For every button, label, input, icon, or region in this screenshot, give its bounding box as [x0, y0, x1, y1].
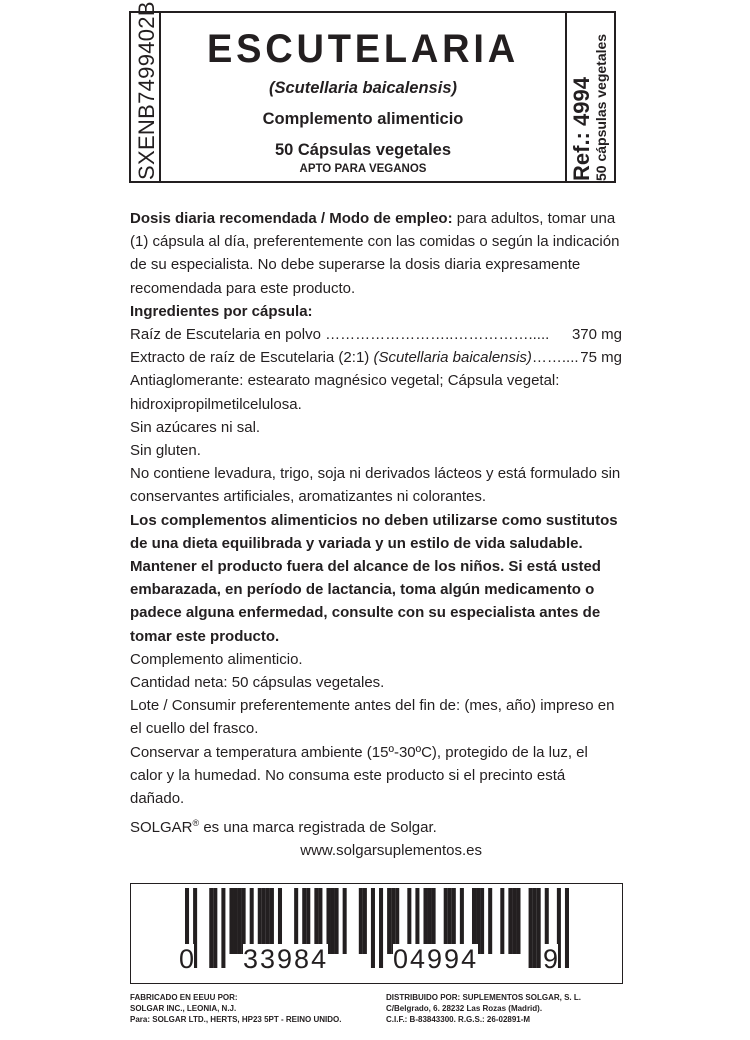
note-line: Sin gluten.: [130, 442, 201, 460]
excipients-text: Antiaglomerante: estearato magnésico vegetal; Cápsula vegetal: hidroxipropilmetilcelulosa.: [130, 372, 560, 413]
product-title: ESCUTELARIA: [206, 27, 520, 71]
barcode-bar: [537, 888, 541, 968]
manufacturer-line: Para: SOLGAR LTD., HERTS, HP23 5PT - REINO UNIDO.: [130, 1015, 342, 1024]
barcode-bar: [229, 888, 233, 954]
ingredient-amount: 75 mg: [580, 349, 622, 367]
barcode-bar: [488, 888, 492, 954]
ingredient-latin: (Scutellaria baicalensis): [373, 349, 532, 367]
distributor-line: DISTRIBUIDO POR: SUPLEMENTOS SOLGAR, S. L.: [386, 993, 581, 1002]
barcode-bar: [529, 888, 533, 968]
barcode-bar: [500, 888, 504, 954]
note-line: No contiene levadura, trigo, soja ni derivados lácteos y está formulado sin conservantes artificiales, aromatizantes ni colorantes.: [130, 465, 621, 506]
barcode-bar: [387, 888, 391, 954]
barcode-bar: [533, 888, 537, 968]
barcode-bar: [565, 888, 569, 968]
barcode-bar: [512, 888, 516, 954]
info-line: Cantidad neta: 50 cápsulas vegetales.: [130, 674, 385, 692]
distributor-line: C.I.F.: B-83843300. R.G.S.: 26-02891-M: [386, 1015, 531, 1024]
barcode-digit-left: 0: [179, 944, 195, 974]
barcode-bar: [213, 888, 217, 968]
barcode-bar: [238, 888, 242, 954]
code-column: [131, 1, 161, 181]
ingredient-name: Extracto de raíz de Escutelaria (2:1): [130, 349, 374, 367]
barcode-bar: [331, 888, 335, 954]
ingredient-amount: 370 mg: [571, 326, 622, 344]
barcode-bar: [371, 888, 375, 968]
product-code: SXENB7499402B: [134, 1, 159, 180]
barcode-bar: [516, 888, 520, 954]
barcode-digit-right: 9: [543, 944, 559, 974]
barcode-bar: [209, 888, 213, 968]
header-center: [161, 13, 565, 181]
manufacturer-line: SOLGAR INC., LEONIA, N.J.: [130, 1004, 237, 1013]
latin-name: (Scutellaria baicalensis): [268, 79, 457, 97]
warning-paragraph: Los complementos alimenticios no deben utilizarse como sustitutos de una dieta equilibrada y variada y un estilo de vida saludable. Mantener el producto fuera del alcance de los niños. Si está usted embarazada, en período de lactancia, toma algún medicamento o padece alguna enfermedad, consulte con su especialista antes de tomar este producto.: [130, 511, 618, 645]
dosage-paragraph: [130, 207, 622, 300]
manufacturer-line: FABRICADO EN EEUU POR:: [130, 993, 238, 1002]
barcode-box: [130, 883, 623, 984]
manufacturer-info: [130, 992, 360, 1025]
barcode-digits-left-group: 33984: [243, 944, 329, 974]
barcode-bar: [480, 888, 484, 954]
ingredients-heading: Ingredientes por cápsula:: [130, 302, 313, 320]
barcode-digits-right-group: 04994: [393, 944, 479, 974]
barcode-bar: [379, 888, 383, 968]
info-line: Conservar a temperatura ambiente (15º-30ºC), protegido de la luz, el calor y la humedad. No consuma este producto si el precinto está dañado.: [130, 743, 588, 808]
barcode-bar: [343, 888, 347, 954]
product-header-box: [129, 1, 616, 183]
info-line: Complemento alimenticio.: [130, 650, 303, 668]
vegan-badge: APTO PARA VEGANOS: [299, 163, 427, 175]
brand-text: es una marca registrada de Solgar.: [199, 819, 437, 837]
reference-capsules: 50 cápsulas vegetales: [593, 33, 609, 181]
reference-number: Ref.: 4994: [569, 77, 594, 181]
info-line: Lote / Consumir preferentemente antes del fin de: (mes, año) impreso en el cuello del frasco.: [130, 697, 615, 738]
brand-line: [130, 812, 622, 839]
barcode-bar: [234, 888, 238, 954]
ingredient-dots: ……....: [531, 349, 579, 367]
ingredient-name: Raíz de Escutelaria en polvo: [130, 326, 321, 344]
barcode-bar: [335, 888, 339, 954]
brand-name: SOLGAR: [130, 819, 193, 837]
ingredient-row: [130, 346, 622, 369]
dosage-label: Dosis diaria recomendada / Modo de empleo:: [130, 210, 453, 227]
ingredient-dots: ……………………..…………….....: [325, 326, 550, 344]
distributor-info: [386, 992, 626, 1025]
capsule-count: 50 Cápsulas vegetales: [274, 141, 452, 159]
registered-mark: ®: [192, 818, 200, 829]
barcode-bar: [221, 888, 225, 968]
distributor-line: C/Belgrado, 6. 28232 Las Rozas (Madrid).: [386, 1004, 543, 1013]
product-subtitle: Complemento alimenticio: [262, 110, 464, 128]
dosage-text: para adultos, tomar una (1) cápsula al día, preferentemente con las comidas o según la indicación de su especialista. No debe superarse la dosis diaria expresamente recomendada para este producto.: [130, 210, 620, 297]
note-line: Sin azúcares ni sal.: [130, 418, 261, 436]
barcode-bar: [363, 888, 367, 954]
barcode-bar: [508, 888, 512, 954]
barcode-bar: [359, 888, 363, 954]
website-link[interactable]: www.solgarsuplementos.es: [300, 842, 482, 860]
label-body: [130, 207, 622, 863]
ref-column: [565, 13, 614, 181]
ingredient-row: [130, 323, 622, 346]
